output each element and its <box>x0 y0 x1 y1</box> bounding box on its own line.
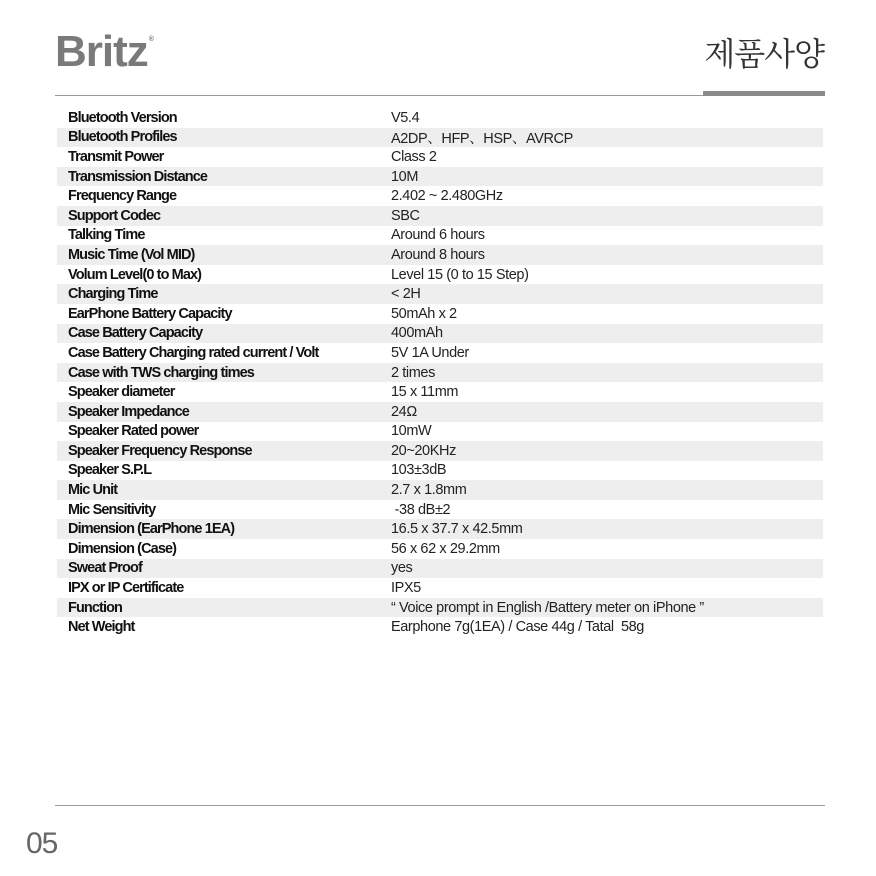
spec-row <box>57 284 823 304</box>
spec-label: Bluetooth Version <box>68 109 177 126</box>
spec-row <box>57 461 823 481</box>
spec-row <box>57 186 823 206</box>
spec-value: Level 15 (0 to 15 Step) <box>391 266 529 283</box>
spec-table <box>57 108 823 637</box>
spec-row <box>57 147 823 167</box>
spec-label: Function <box>68 599 123 616</box>
spec-row <box>57 519 823 539</box>
footer-divider <box>55 805 825 806</box>
spec-row <box>57 128 823 148</box>
spec-value: 400mAh <box>391 325 443 342</box>
spec-value: “ Voice prompt in English /Battery meter on iPhone ” <box>391 599 704 616</box>
spec-value: 103±3dB <box>391 462 447 479</box>
spec-label: Charging Time <box>68 286 158 303</box>
spec-row <box>57 422 823 442</box>
title-accent-bar <box>703 91 825 96</box>
spec-row <box>57 480 823 500</box>
spec-value: Around 6 hours <box>391 227 485 244</box>
page-number: 05 <box>26 827 58 860</box>
spec-row <box>57 265 823 285</box>
spec-label: Speaker diameter <box>68 384 175 401</box>
spec-label: Frequency Range <box>68 188 177 205</box>
spec-value: A2DP、HFP、HSP、AVRCP <box>391 130 573 147</box>
spec-label: Case Battery Charging rated current / Volt <box>68 344 319 361</box>
spec-label: IPX or IP Certificate <box>68 580 184 597</box>
spec-value: < 2H <box>391 286 421 303</box>
spec-value: Class 2 <box>391 148 437 165</box>
spec-value: 10mW <box>391 423 432 440</box>
spec-label: Speaker Impedance <box>68 403 189 420</box>
spec-label: Dimension (Case) <box>68 540 177 557</box>
spec-value: V5.4 <box>391 109 420 126</box>
spec-value: 10M <box>391 168 419 185</box>
spec-row <box>57 226 823 246</box>
spec-label: EarPhone Battery Capacity <box>68 305 232 322</box>
spec-label: Speaker Frequency Response <box>68 442 252 459</box>
spec-label: Volum Level(0 to Max) <box>68 266 202 283</box>
spec-row <box>57 343 823 363</box>
spec-value: Around 8 hours <box>391 246 485 263</box>
spec-label: Dimension (EarPhone 1EA) <box>68 521 235 538</box>
spec-value: 2.7 x 1.8mm <box>391 482 467 499</box>
spec-row <box>57 578 823 598</box>
spec-value: 50mAh x 2 <box>391 305 457 322</box>
spec-label: Support Codec <box>68 207 161 224</box>
spec-row <box>57 402 823 422</box>
spec-value: IPX5 <box>391 580 421 597</box>
spec-label: Mic Unit <box>68 482 118 499</box>
spec-label: Speaker S.P.L <box>68 462 152 479</box>
spec-row <box>57 559 823 579</box>
spec-label: Case Battery Capacity <box>68 325 203 342</box>
page-title: 제품사양 <box>704 35 824 73</box>
spec-label: Case with TWS charging times <box>68 364 254 381</box>
spec-row <box>57 245 823 265</box>
brand-logo <box>55 27 153 76</box>
spec-label: Net Weight <box>68 619 135 636</box>
spec-value: SBC <box>391 207 420 224</box>
spec-label: Sweat Proof <box>68 560 142 577</box>
spec-value: Earphone 7g(1EA) / Case 44g / Tatal 58g <box>391 619 644 636</box>
spec-value: -38 dB±2 <box>391 501 451 518</box>
spec-value: 56 x 62 x 29.2mm <box>391 540 500 557</box>
spec-value: 16.5 x 37.7 x 42.5mm <box>391 521 523 538</box>
spec-row <box>57 617 823 637</box>
spec-value: 20~20KHz <box>391 442 456 459</box>
spec-label: Transmission Distance <box>68 168 208 185</box>
spec-row <box>57 539 823 559</box>
spec-row <box>57 108 823 128</box>
spec-label: Transmit Power <box>68 148 164 165</box>
spec-row <box>57 324 823 344</box>
spec-value: yes <box>391 560 413 577</box>
spec-value: 5V 1A Under <box>391 344 469 361</box>
spec-row <box>57 382 823 402</box>
spec-value: 15 x 11mm <box>391 384 459 401</box>
brand-logo-text: Britz <box>55 27 148 76</box>
spec-row <box>57 167 823 187</box>
spec-value: 24Ω <box>391 403 417 420</box>
spec-value: 2 times <box>391 364 435 381</box>
spec-row <box>57 363 823 383</box>
spec-label: Speaker Rated power <box>68 423 199 440</box>
spec-label: Mic Sensitivity <box>68 501 156 518</box>
spec-value: 2.402 ~ 2.480GHz <box>391 188 503 205</box>
spec-row <box>57 598 823 618</box>
spec-row <box>57 206 823 226</box>
spec-row <box>57 304 823 324</box>
trademark-mark: ® <box>148 36 153 43</box>
spec-label: Talking Time <box>68 227 145 244</box>
spec-row <box>57 441 823 461</box>
spec-row <box>57 500 823 520</box>
spec-label: Bluetooth Profiles <box>68 129 177 146</box>
spec-label: Music Time (Vol MID) <box>68 246 195 263</box>
